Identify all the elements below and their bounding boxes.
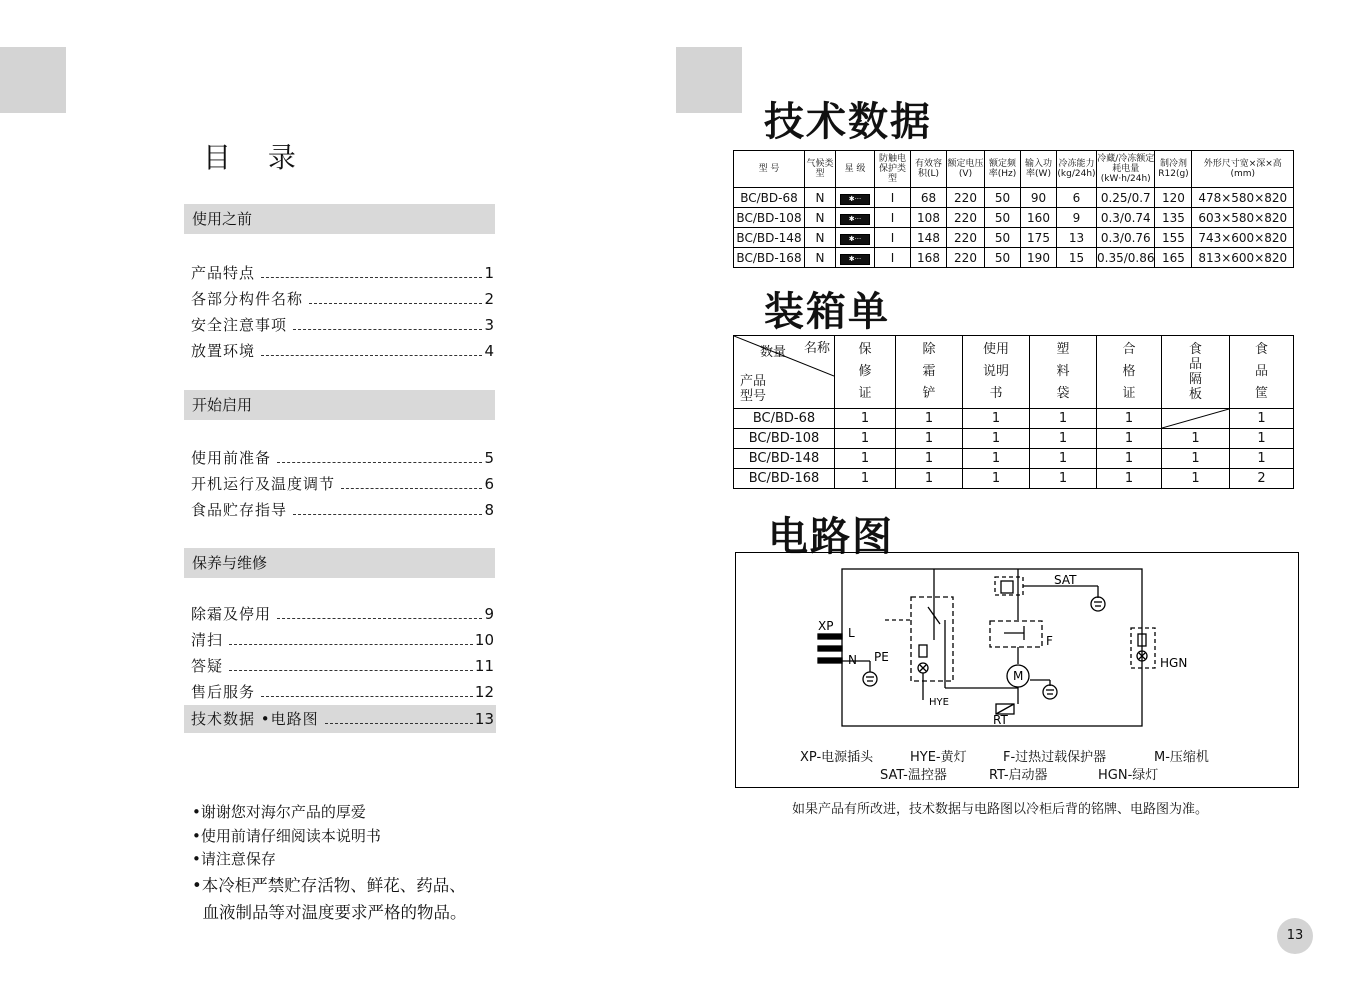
cell-model: BC/BD-148 (734, 449, 835, 469)
cell: 1 (835, 449, 896, 469)
toc-item-label: 放置环境 (191, 342, 256, 360)
cell: 603×580×820 (1192, 208, 1294, 228)
cell: 220 (947, 208, 985, 228)
cell: 120 (1155, 188, 1192, 208)
cell: 1 (1230, 429, 1294, 449)
cell: 1 (1030, 449, 1097, 469)
toc-item-label: 售后服务 (191, 683, 256, 701)
cell: 13 (1057, 228, 1097, 248)
cell: 743×600×820 (1192, 228, 1294, 248)
cell: 1 (1162, 429, 1230, 449)
cell: 135 (1155, 208, 1192, 228)
legend-m: M-压缩机 (1154, 750, 1209, 765)
note-line: •谢谢您对海尔产品的厚爱 (192, 803, 366, 821)
legend-sat: SAT-温控器 (880, 768, 947, 783)
toc-section-before-use: 使用之前 (184, 204, 495, 234)
cell: 160 (1021, 208, 1057, 228)
cell: 1 (1030, 409, 1097, 429)
cell: 220 (947, 228, 985, 248)
toc-item-label: 各部分构件名称 (191, 290, 304, 308)
cell-model: BC/BD-108 (734, 429, 835, 449)
cell: 1 (963, 429, 1030, 449)
cell: N (805, 248, 836, 268)
note-line: •本冷柜严禁贮存活物、鲜花、药品、 (192, 876, 466, 895)
cell: 478×580×820 (1192, 188, 1294, 208)
cell: 1 (896, 429, 963, 449)
cell: N (805, 228, 836, 248)
toc-section-maintenance: 保养与维修 (184, 548, 495, 578)
cell: 90 (1021, 188, 1057, 208)
cell: 1 (963, 469, 1030, 489)
cell: 1 (1030, 429, 1097, 449)
header-cell: 制冷剂R12(g) (1155, 151, 1192, 188)
cell: 1 (1162, 469, 1230, 489)
cell-model: BC/BD-168 (734, 248, 805, 268)
cell: N (805, 208, 836, 228)
cell: 1 (896, 409, 963, 429)
cell: 0.3/0.76 (1097, 228, 1155, 248)
header-cell: 冷冻能力(kg/24h) (1057, 151, 1097, 188)
toc-item-label: 开机运行及温度调节 (191, 475, 336, 493)
header-text: 食品筐 (1254, 342, 1268, 401)
cell: 813×600×820 (1192, 248, 1294, 268)
toc-item-page: 13 (474, 710, 494, 728)
label-l: L (848, 626, 855, 640)
header-text: 塑料袋 (1056, 342, 1070, 401)
cell: 1 (896, 449, 963, 469)
toc-item-page: 3 (484, 316, 494, 334)
cell: 148 (911, 228, 947, 248)
cell: N (805, 188, 836, 208)
cell: I (875, 188, 911, 208)
toc-item-page: 4 (484, 342, 494, 360)
header-cell: 外形尺寸宽×深×高(mm) (1192, 151, 1294, 188)
cell: 1 (896, 469, 963, 489)
cell: 0.3/0.74 (1097, 208, 1155, 228)
cell: 190 (1021, 248, 1057, 268)
toc-item-page: 5 (484, 449, 494, 467)
header-cell: 额定频率(Hz) (985, 151, 1021, 188)
toc-item-label: 除霜及停用 (191, 605, 272, 623)
cell: I (875, 228, 911, 248)
toc-item-label: 安全注意事项 (191, 316, 288, 334)
legend-hgn: HGN-绿灯 (1098, 768, 1159, 783)
note-line: •请注意保存 (192, 850, 276, 868)
toc-section-start-use: 开始启用 (184, 390, 495, 420)
cell: 220 (947, 248, 985, 268)
header-text: 合格证 (1122, 342, 1136, 401)
header-cell: 星 级 (836, 151, 875, 188)
cell: 1 (1230, 409, 1294, 429)
freezer-star-icon: ✱··· (840, 234, 870, 245)
cell: 1 (1230, 449, 1294, 469)
cell: I (875, 248, 911, 268)
label-sat: SAT (1054, 573, 1077, 587)
cell: 1 (1162, 449, 1230, 469)
toc-item-page: 6 (484, 475, 494, 493)
label-hgn: HGN (1160, 656, 1188, 670)
cell: 1 (1097, 449, 1162, 469)
footnote: 如果产品有所改进，技术数据与电路图以冷柜后背的铭牌、电路图为准。 (792, 802, 1209, 817)
label-n: N (848, 653, 857, 667)
toc-item-label: 产品特点 (191, 264, 256, 282)
cell: 50 (985, 208, 1021, 228)
header-cell: 有效容积(L) (911, 151, 947, 188)
toc-item-page: 8 (484, 501, 494, 519)
cell: 2 (1230, 469, 1294, 489)
freezer-star-icon: ✱··· (840, 254, 870, 265)
cell: 165 (1155, 248, 1192, 268)
cell: 1 (835, 429, 896, 449)
cell: 1 (835, 469, 896, 489)
cell: 1 (1030, 469, 1097, 489)
toc-item-page: 2 (484, 290, 494, 308)
label-hye: HYE (929, 697, 949, 708)
legend-xp: XP-电源插头 (800, 750, 874, 765)
cell: 168 (911, 248, 947, 268)
packing-list-title: 装箱单 (764, 289, 890, 335)
corner-model: 产品型号 (740, 374, 767, 404)
toc-item-label: 清扫 (191, 631, 224, 649)
toc-item-page: 9 (484, 605, 494, 623)
cell: 6 (1057, 188, 1097, 208)
note-line: •使用前请仔细阅读本说明书 (192, 827, 381, 845)
toc-item-label: 食品贮存指导 (191, 501, 288, 519)
toc-title: 目 录 (203, 141, 310, 174)
circuit-title: 电路图 (768, 514, 894, 560)
cell: 15 (1057, 248, 1097, 268)
cell: 0.25/0.7 (1097, 188, 1155, 208)
cell-model: BC/BD-108 (734, 208, 805, 228)
cell: 108 (911, 208, 947, 228)
freezer-star-icon: ✱··· (840, 214, 870, 225)
header-text: 除霜铲 (922, 342, 936, 401)
header-cell: 额定电压(V) (947, 151, 985, 188)
header-text: 使用说明书 (982, 342, 1009, 401)
cell: 1 (1097, 469, 1162, 489)
cell: 175 (1021, 228, 1057, 248)
cell: 1 (963, 409, 1030, 429)
cell: 50 (985, 228, 1021, 248)
cell: 1 (835, 409, 896, 429)
toc-item-label: 答疑 (191, 657, 224, 675)
toc-item-label: 使用前准备 (191, 449, 272, 467)
label-pe: PE (874, 650, 889, 664)
cell: 1 (963, 449, 1030, 469)
header-text: 保修证 (858, 342, 872, 401)
cell-model: BC/BD-148 (734, 228, 805, 248)
label-f: F (1046, 634, 1053, 648)
toc-item-label: 技术数据 •电路图 (191, 710, 319, 728)
label-m: M (1013, 669, 1024, 683)
label-xp: XP (818, 619, 834, 633)
note-line: 血液制品等对温度要求严格的物品。 (192, 903, 467, 922)
toc-item-page: 12 (474, 683, 494, 701)
legend-hye: HYE-黄灯 (910, 750, 967, 765)
cell-model: BC/BD-68 (734, 409, 835, 429)
cell: 1 (1097, 429, 1162, 449)
cell: 220 (947, 188, 985, 208)
cell: 68 (911, 188, 947, 208)
cell: 155 (1155, 228, 1192, 248)
header-cell: 气候类型 (805, 151, 836, 188)
corner-name: 名称 (804, 341, 831, 356)
header-text: 食品隔板 (1188, 342, 1202, 402)
cell-model: BC/BD-68 (734, 188, 805, 208)
cell: I (875, 208, 911, 228)
page-number: 13 (1277, 918, 1313, 954)
header-cell: 防触电保护类型 (875, 151, 911, 188)
header-cell: 冷藏/冷冻额定耗电量(kW·h/24h) (1097, 151, 1155, 188)
label-rt: RT (993, 713, 1008, 727)
toc-item-page: 10 (474, 631, 494, 649)
cell: 50 (985, 248, 1021, 268)
cell-model: BC/BD-168 (734, 469, 835, 489)
freezer-star-icon: ✱··· (840, 194, 870, 205)
tech-data-title: 技术数据 (764, 99, 932, 145)
toc-item-page: 1 (484, 264, 494, 282)
cell: 9 (1057, 208, 1097, 228)
header-cell: 型 号 (734, 151, 805, 188)
legend-f: F-过热过载保护器 (1003, 750, 1107, 765)
legend-rt: RT-启动器 (989, 768, 1048, 783)
cell: 50 (985, 188, 1021, 208)
cell: 1 (1097, 409, 1162, 429)
cell: 0.35/0.86 (1097, 248, 1155, 268)
toc-item-page: 11 (474, 657, 494, 675)
header-cell: 输入功率(W) (1021, 151, 1057, 188)
corner-quantity: 数量 (760, 345, 787, 360)
